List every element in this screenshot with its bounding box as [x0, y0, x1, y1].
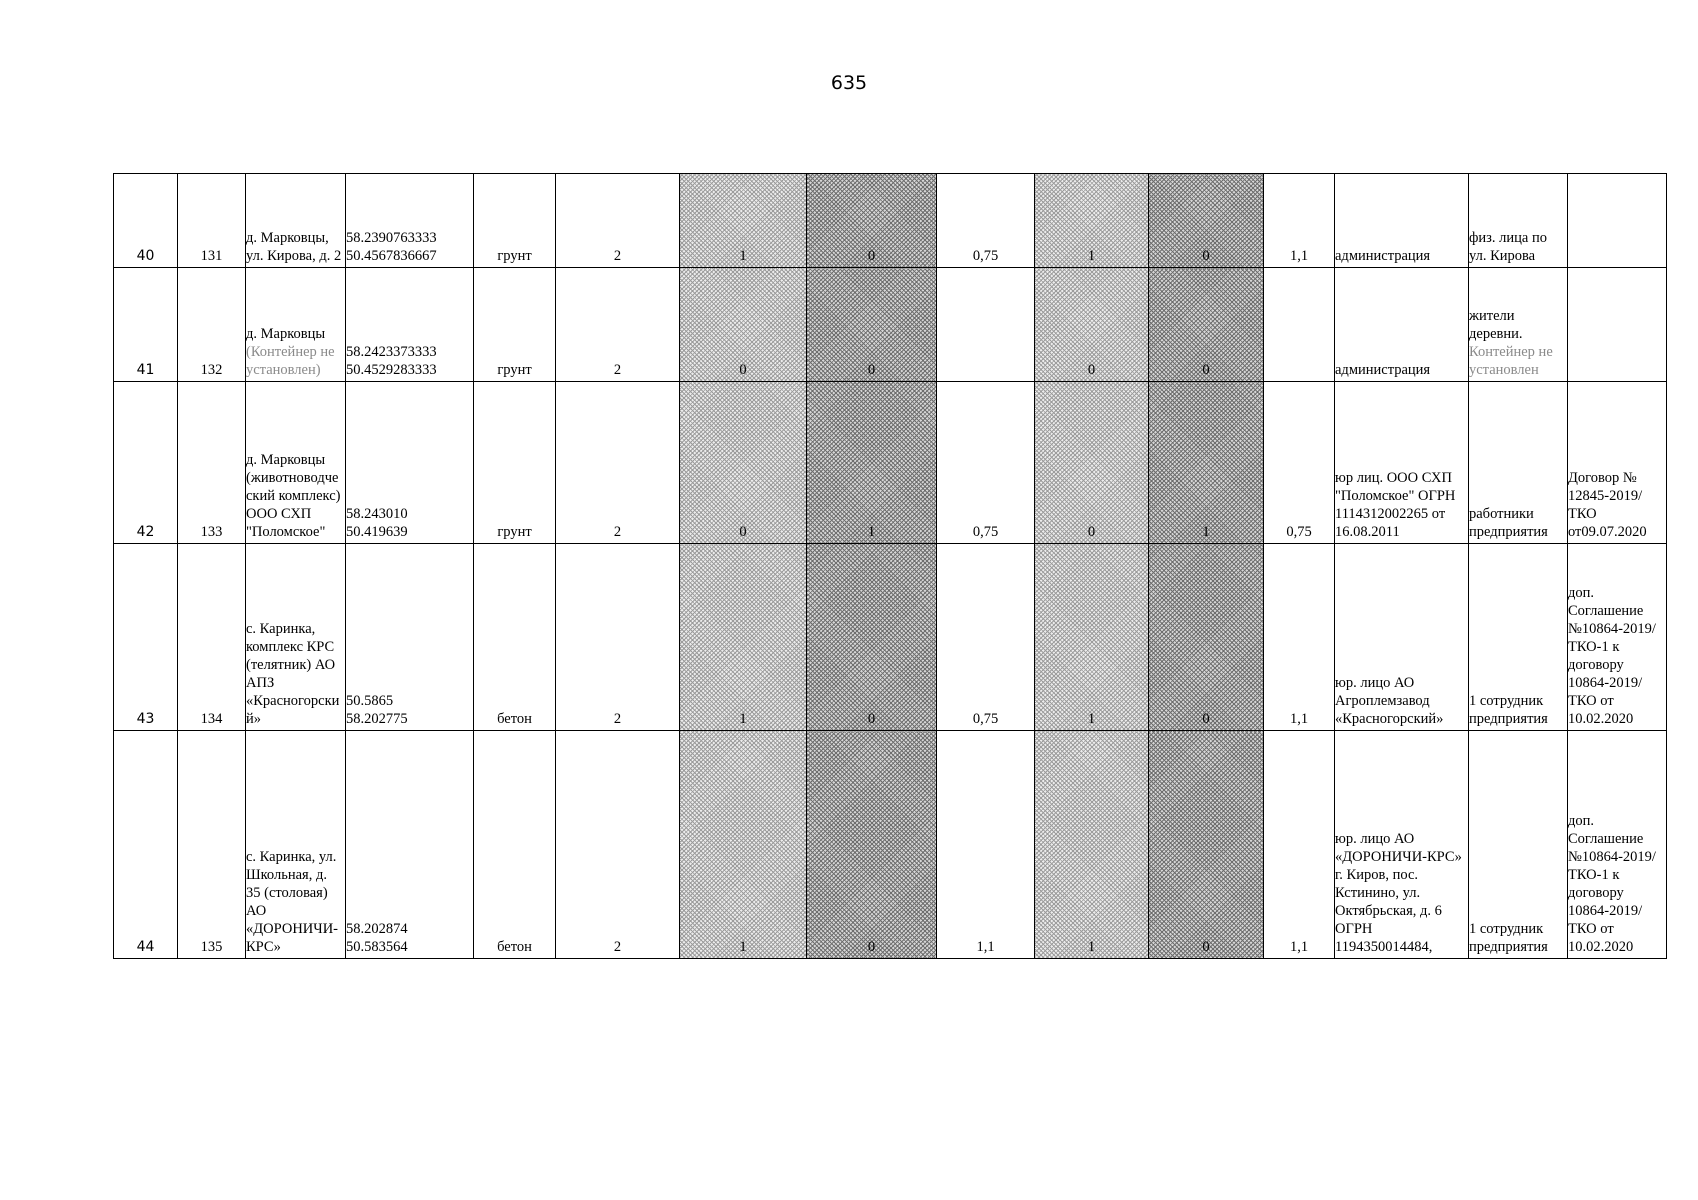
- container-count-cell: 1: [1035, 731, 1149, 959]
- coordinate-lat: 58.2423373333: [346, 344, 437, 360]
- area-value: 2: [556, 382, 680, 544]
- site-address: с. Каринка, ул. Школьная, д. 35 (столовая) АО «ДОРОНИЧИ-КРС»: [246, 731, 346, 959]
- site-owner: юр. лицо АО «ДОРОНИЧИ-КРС» г. Киров, пос. Кстинино, ул. Октябрьская, д. 6 ОГРН 1194350014484,: [1335, 731, 1469, 959]
- coordinate-lon: 50.4529283333: [346, 362, 437, 378]
- coordinate-lon: 50.583564: [346, 939, 408, 955]
- table-row: [114, 174, 1667, 268]
- container-count-cell: 1: [680, 174, 807, 268]
- container-count-cell: 0: [1035, 382, 1149, 544]
- waste-sites-table: [113, 173, 1667, 959]
- surface-type: бетон: [474, 544, 556, 731]
- site-coordinates: [346, 731, 474, 959]
- container-count-cell: 1: [1035, 544, 1149, 731]
- coordinate-lon: 58.202775: [346, 711, 408, 727]
- row-number: 44: [114, 731, 178, 959]
- surface-type: грунт: [474, 382, 556, 544]
- container-volume: 1,1: [1264, 731, 1335, 959]
- site-id: 132: [178, 268, 246, 382]
- container-volume: 1,1: [937, 731, 1035, 959]
- site-owner: юр лиц. ООО СХП "Поломское" ОГРН 1114312002265 от 16.08.2011: [1335, 382, 1469, 544]
- waste-sources: физ. лица по ул. Кирова: [1469, 174, 1568, 268]
- site-id: 134: [178, 544, 246, 731]
- row-number: 40: [114, 174, 178, 268]
- container-volume: 0,75: [937, 174, 1035, 268]
- users-text: жители деревни.: [1469, 308, 1523, 342]
- coordinate-lon: 50.4567836667: [346, 248, 437, 264]
- container-count-cell: 0: [807, 268, 937, 382]
- area-value: 2: [556, 268, 680, 382]
- site-id: 131: [178, 174, 246, 268]
- container-count-cell: 1: [1035, 174, 1149, 268]
- table-row: [114, 268, 1667, 382]
- container-count-cell: 0: [1149, 544, 1264, 731]
- address-note: (Контейнер не установлен): [246, 344, 335, 378]
- surface-type: бетон: [474, 731, 556, 959]
- contract-info: доп. Соглашение №10864-2019/ТКО-1 к договору 10864-2019/ТКО от 10.02.2020: [1568, 544, 1667, 731]
- container-volume: 0,75: [937, 544, 1035, 731]
- area-value: 2: [556, 174, 680, 268]
- waste-sources: [1469, 268, 1568, 382]
- site-coordinates: [346, 174, 474, 268]
- contract-info: доп. Соглашение №10864-2019/ТКО-1 к договору 10864-2019/ТКО от 10.02.2020: [1568, 731, 1667, 959]
- waste-sources: работники предприятия: [1469, 382, 1568, 544]
- container-count-cell: 1: [807, 382, 937, 544]
- container-count-cell: 0: [680, 382, 807, 544]
- site-id: 133: [178, 382, 246, 544]
- waste-sources: 1 сотрудник предприятия: [1469, 731, 1568, 959]
- address-text: д. Марковцы: [246, 326, 326, 342]
- contract-info: [1568, 174, 1667, 268]
- site-address: д. Марковцы, ул. Кирова, д. 2: [246, 174, 346, 268]
- site-owner: администрация: [1335, 268, 1469, 382]
- container-count-cell: 0: [807, 174, 937, 268]
- coordinate-lat: 50.5865: [346, 693, 394, 709]
- site-address: [246, 268, 346, 382]
- surface-type: грунт: [474, 268, 556, 382]
- container-count-cell: 0: [1149, 731, 1264, 959]
- waste-sources: 1 сотрудник предприятия: [1469, 544, 1568, 731]
- site-address: с. Каринка, комплекс КРС (телятник) АО АПЗ «Красногорский»: [246, 544, 346, 731]
- row-number: 43: [114, 544, 178, 731]
- container-count-cell: 1: [680, 731, 807, 959]
- coordinate-lat: 58.2390763333: [346, 230, 437, 246]
- area-value: 2: [556, 544, 680, 731]
- users-note: Контейнер не установлен: [1469, 344, 1553, 378]
- container-count-cell: 0: [807, 731, 937, 959]
- container-volume: 1,1: [1264, 544, 1335, 731]
- container-volume: 0,75: [1264, 382, 1335, 544]
- site-coordinates: [346, 544, 474, 731]
- container-count-cell: 1: [680, 544, 807, 731]
- site-coordinates: [346, 268, 474, 382]
- contract-info: [1568, 268, 1667, 382]
- container-volume: 1,1: [1264, 174, 1335, 268]
- row-number: 42: [114, 382, 178, 544]
- page-number: 635: [830, 72, 868, 94]
- coordinate-lat: 58.243010: [346, 506, 408, 522]
- container-volume: [1264, 268, 1335, 382]
- container-volume: 0,75: [937, 382, 1035, 544]
- container-volume: [937, 268, 1035, 382]
- table-row: [114, 731, 1667, 959]
- container-count-cell: 0: [680, 268, 807, 382]
- container-count-cell: 0: [807, 544, 937, 731]
- container-count-cell: 1: [1149, 382, 1264, 544]
- table-row: [114, 544, 1667, 731]
- container-count-cell: 0: [1035, 268, 1149, 382]
- coordinate-lon: 50.419639: [346, 524, 408, 540]
- site-coordinates: [346, 382, 474, 544]
- site-address: д. Марковцы (животноводческий комплекс) ООО СХП "Поломское": [246, 382, 346, 544]
- row-number: 41: [114, 268, 178, 382]
- site-owner: юр. лицо АО Агроплемзавод «Красногорский»: [1335, 544, 1469, 731]
- container-count-cell: 0: [1149, 174, 1264, 268]
- surface-type: грунт: [474, 174, 556, 268]
- area-value: 2: [556, 731, 680, 959]
- contract-info: Договор № 12845-2019/ТКО от09.07.2020: [1568, 382, 1667, 544]
- container-count-cell: 0: [1149, 268, 1264, 382]
- site-owner: администрация: [1335, 174, 1469, 268]
- coordinate-lat: 58.202874: [346, 921, 408, 937]
- site-id: 135: [178, 731, 246, 959]
- table-row: [114, 382, 1667, 544]
